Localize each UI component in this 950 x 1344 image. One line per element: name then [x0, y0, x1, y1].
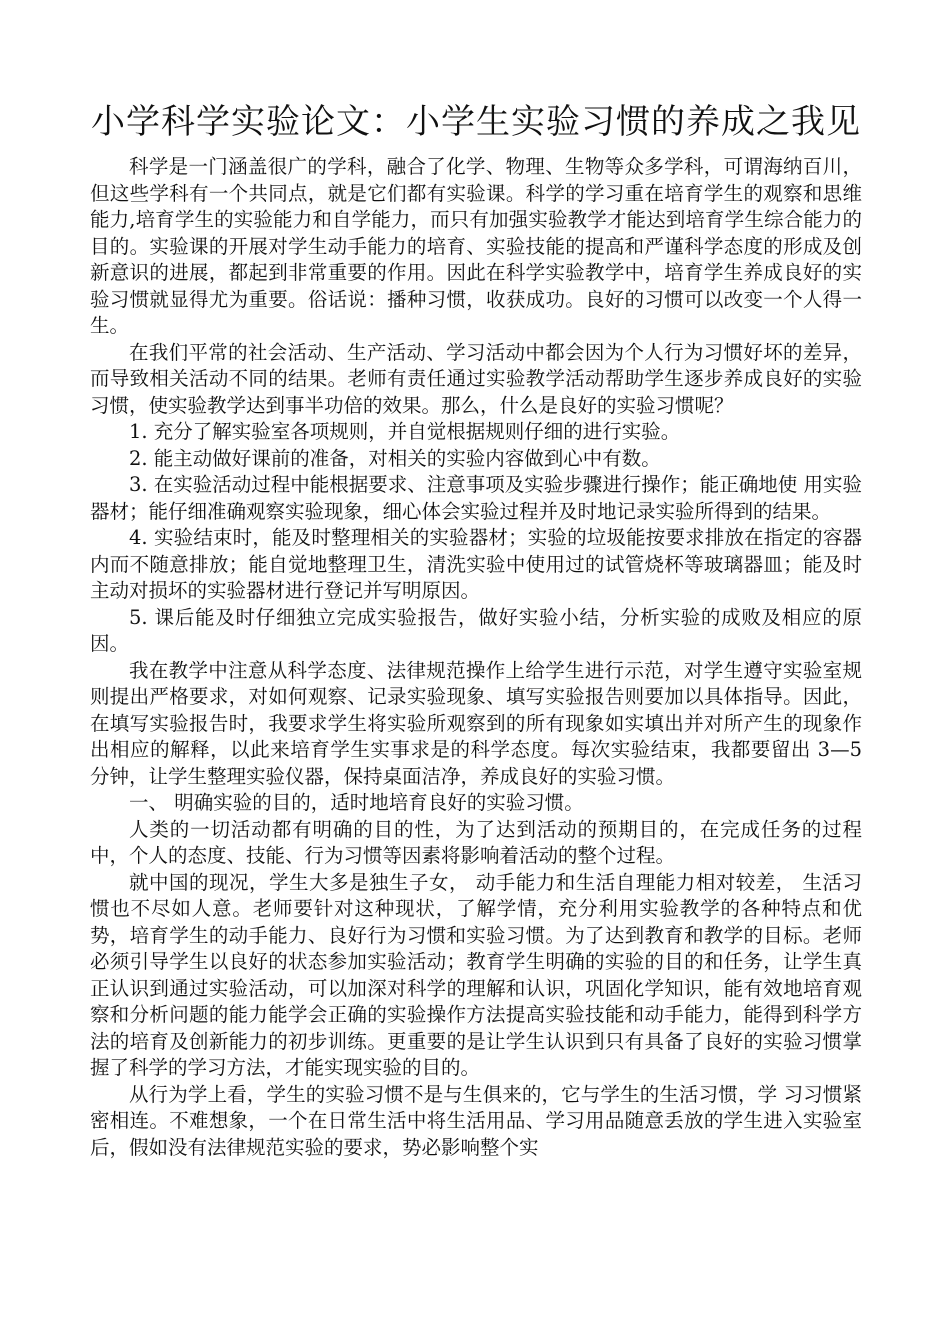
- paragraph-habits-question: 在我们平常的社会活动、生产活动、学习活动中都会因为个人行为习惯好坏的差异， 而导致相关活动不同的结果。老师有责任通过实验教学活动帮助学生逐步养成良好的实验习惯，使实验教学达到事半功倍的效果。那么，什么是良好的实验习惯呢？: [90, 340, 862, 417]
- section-heading-1: 一、 明确实验的目的，适时地培育良好的实验习惯。: [129, 791, 584, 814]
- paragraph-intro: 科学是一门涵盖很广的学科，融合了化学、物理、生物等众多学科，可谓海纳百川，但这些学科有一个共同点，就是它们都有实验课。科学的学习重在培育学生的观察和思维能力,培育学生的实验能力和自学能力，而只有加强实验教学才能达到培育学生综合能力的目的。实验课的开展对学生动手能力的培育、实验技能的提高和严谨科学态度的形成及创新意识的进展，都起到非常重要的作用。因此在科学实验教学中，培育学生养成良好的实验习惯就显得尤为重要。俗话说：播种习惯，收获成功。良好的习惯可以改变一个人得一生。: [90, 155, 862, 337]
- paragraph-teaching-practice: 我在教学中注意从科学态度、法律规范操作上给学生进行示范，对学生遵守实验室规则提出严格要求，对如何观察、记录实验现象、填写实验报告则要加以具体指导。因此，在填写实验报告时，我要求学生将实验所观察到的所有现象如实填出并对所产生的现象作出相应的解释，以此来培育学生实事求是的科学态度。每次实验结束，我都要留出 3—5 分钟，让学生整理实验仪器，保持桌面洁净，养成良好的实验习惯。: [90, 658, 862, 788]
- list-item-4: 4. 实验结束时，能及时整理相关的实验器材；实验的垃圾能按要求排放在指定的容器内而不随意排放；能自觉地整理卫生，清洗实验中使用过的试管烧杯等玻璃器皿；能及时主动对损坏的实验器材进行登记并写明原因。: [90, 526, 862, 602]
- list-item-2: 2. 能主动做好课前的准备，对相关的实验内容做到心中有数。: [129, 446, 661, 470]
- document-page: [90, 98, 862, 1161]
- paragraph-behavior: 从行为学上看，学生的实验习惯不是与生俱来的，它与学生的生活习惯，学 习习惯紧密相连。不难想象，一个在日常生活中将生活用品、学习用品随意丢放的学生进入实验室后，假如没有法律规范实验的要求，势必影响整个实: [90, 1082, 862, 1159]
- paragraph-purpose: 人类的一切活动都有明确的目的性，为了达到活动的预期目的，在完成任务的过程中，个人的态度、技能、行为习惯等因素将影响着活动的整个过程。: [90, 817, 862, 867]
- list-item-1: 1. 充分了解实验室各项规则，并自觉根据规则仔细的进行实验。: [129, 420, 681, 443]
- document-title: 小学科学实验论文：小学生实验习惯的养成之我见: [91, 102, 861, 142]
- list-item-3: 3. 在实验活动过程中能根据要求、注意事项及实验步骤进行操作；能正确地使 用实验器材；能仔细准确观察实验现象，细心体会实验过程并及时地记录实验所得到的结果。: [90, 473, 863, 523]
- list-item-5: 5. 课后能及时仔细独立完成实验报告，做好实验小结，分析实验的成败及相应的原因。: [90, 605, 862, 655]
- document-body: [90, 154, 862, 1161]
- paragraph-current-situation: 就中国的现况，学生大多是独生子女， 动手能力和生活自理能力相对较差， 生活习惯也不尽如人意。老师要针对这种现状，了解学情，充分利用实验教学的各种特点和优势，培育学生的动手能力、良好行为习惯和实验习惯。为了达到教育和教学的目标。老师必须引导学生以良好的状态参加实验活动；教育学生明确的实验的目的和任务，让学生真正认识到通过实验活动，可以加深对科学的理解和认识，巩固化学知识，能有效地培育观察和分析问题的能力能学会正确的实验操作方法提高实验技能和动手能力，能得到科学方法的培育及创新能力的初步训练。更重要的是让学生认识到只有具备了良好的实验习惯掌握了科学的学习方法，才能实现实验的目的。: [90, 870, 862, 1079]
